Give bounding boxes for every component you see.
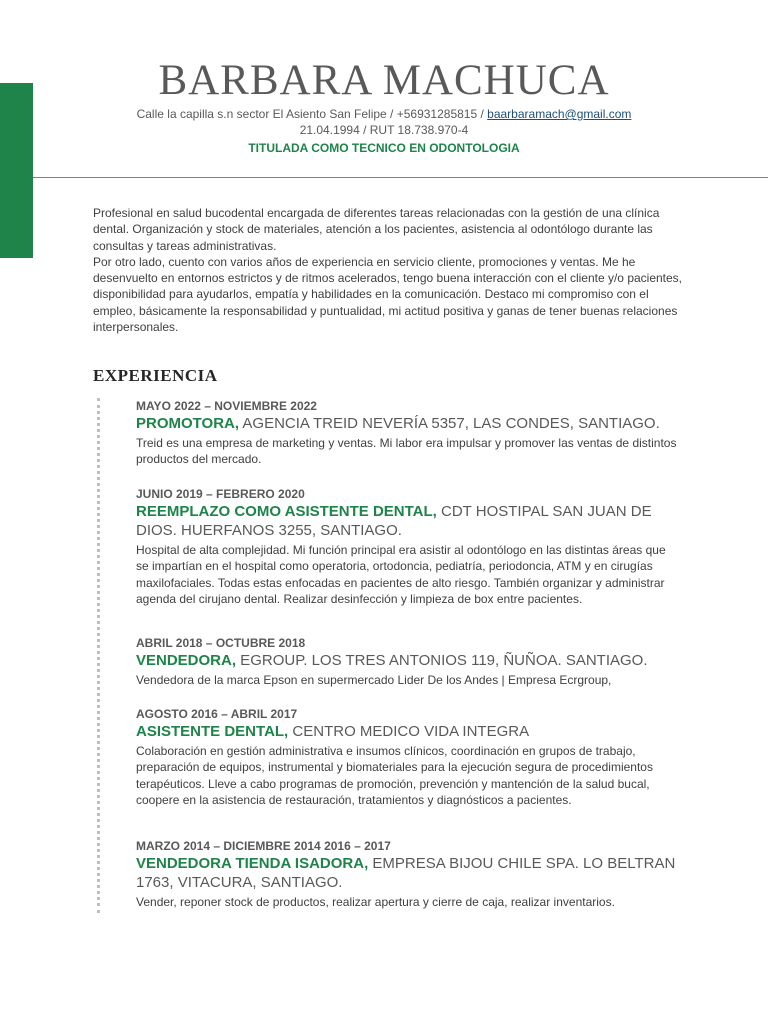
profile-summary xyxy=(93,205,683,335)
job-description: Treid es una empresa de marketing y ventas. Mi labor era impulsar y promover las ventas de distintos productos del mercado. xyxy=(136,436,677,467)
header-divider xyxy=(33,177,768,178)
summary-paragraph-1: Profesional en salud bucodental encargada de diferentes tareas relacionadas con la gestión de una clínica dental. Organización y stock de materiales, atención a los pacientes, asistencia al odontólogo durante las consultas y tareas administrativas. xyxy=(93,206,660,253)
job-position: VENDEDORA TIENDA ISADORA, xyxy=(136,855,369,872)
job-role xyxy=(136,722,681,741)
candidate-name: BARBARA MACHUCA xyxy=(158,57,610,104)
professional-title: TITULADA COMO TECNICO EN ODONTOLOGIA xyxy=(248,141,520,155)
job-entry xyxy=(136,398,681,468)
contact-line xyxy=(0,106,768,122)
job-description: Hospital de alta complejidad. Mi función principal era asistir al odontólogo en las distintas áreas que se impartían en el hospital como operatoria, ortodoncia, pediatría, periodoncia, ATM y en cirugías maxilofaciales. Todas estas enfocadas en pacientes de alto riesgo. También organizar y administrar agenda del cirujano dental. Realizar desinfección y limpieza de box entre pacientes. xyxy=(136,543,666,606)
job-company: CENTRO MEDICO VIDA INTEGRA xyxy=(288,723,530,740)
resume-header xyxy=(0,56,768,157)
email-link[interactable]: baarbaramach@gmail.com xyxy=(487,107,632,121)
job-description: Vendedora de la marca Epson en supermercado Lider De los Andes | Empresa Ecrgroup, xyxy=(136,673,612,687)
job-position: VENDEDORA, xyxy=(136,652,237,669)
job-dates: AGOSTO 2016 – ABRIL 2017 xyxy=(136,707,298,721)
job-entry xyxy=(136,838,681,910)
job-company: CDT HOSTIPAL SAN JUAN DE DIOS. HUERFANOS 3255, SANTIAGO. xyxy=(136,503,652,539)
job-description: Colaboración en gestión administrativa e insumos clínicos, coordinación en grupos de trabajo, preparación de equipos, instrumental y biomateriales para la ejecución segura de procedimientos terapéuticos. Lleve a cabo programas de promoción, prevención y mantención de la salud bucal, coopere en la asistencia de restauración, tratamientos y diagnósticos a pacientes. xyxy=(136,744,653,807)
job-role xyxy=(136,651,681,670)
timeline-dotted-line xyxy=(97,398,100,913)
job-position: REEMPLAZO COMO ASISTENTE DENTAL, xyxy=(136,503,437,520)
job-dates: MARZO 2014 – DICIEMBRE 2014 2016 – 2017 xyxy=(136,839,391,853)
job-position: PROMOTORA, xyxy=(136,415,240,432)
job-company: EMPRESA BIJOU CHILE SPA. LO BELTRAN 1763, VITACURA, SANTIAGO. xyxy=(136,855,676,891)
job-entry xyxy=(136,635,681,688)
job-entry xyxy=(136,486,681,607)
job-dates: ABRIL 2018 – OCTUBRE 2018 xyxy=(136,636,306,650)
job-dates: JUNIO 2019 – FEBRERO 2020 xyxy=(136,487,305,501)
birthdate-rut: 21.04.1994 / RUT 18.738.970-4 xyxy=(299,123,469,137)
job-role xyxy=(136,414,681,433)
job-role xyxy=(136,854,681,892)
job-company: AGENCIA TREID NEVERÍA 5357, LAS CONDES, SANTIAGO. xyxy=(239,415,660,432)
job-company: EGROUP. LOS TRES ANTONIOS 119, ÑUÑOA. SANTIAGO. xyxy=(236,652,648,669)
job-position: ASISTENTE DENTAL, xyxy=(136,723,289,740)
address-phone: Calle la capilla s.n sector El Asiento San Felipe / +56931285815 / xyxy=(136,107,488,121)
experience-heading: EXPERIENCIA xyxy=(93,366,218,385)
summary-paragraph-2: Por otro lado, cuento con varios años de experiencia en servicio cliente, promociones y ventas. Me he desenvuelto en entornos estrictos y de ritmos acelerados, tengo buena interacción con el cliente y/o pacientes, disponibilidad para ayudarlos, empatía y habilidades en la comunicación. Destaco mi compromiso con el empleo, básicamente la responsabilidad y puntualidad, mi actitud positiva y ganas de tener buenas relaciones interpersonales. xyxy=(93,254,683,335)
job-dates: MAYO 2022 – NOVIEMBRE 2022 xyxy=(136,399,317,413)
job-entry xyxy=(136,706,681,808)
job-description: Vender, reponer stock de productos, realizar apertura y cierre de caja, realizar inventarios. xyxy=(136,895,615,909)
job-role xyxy=(136,502,681,540)
